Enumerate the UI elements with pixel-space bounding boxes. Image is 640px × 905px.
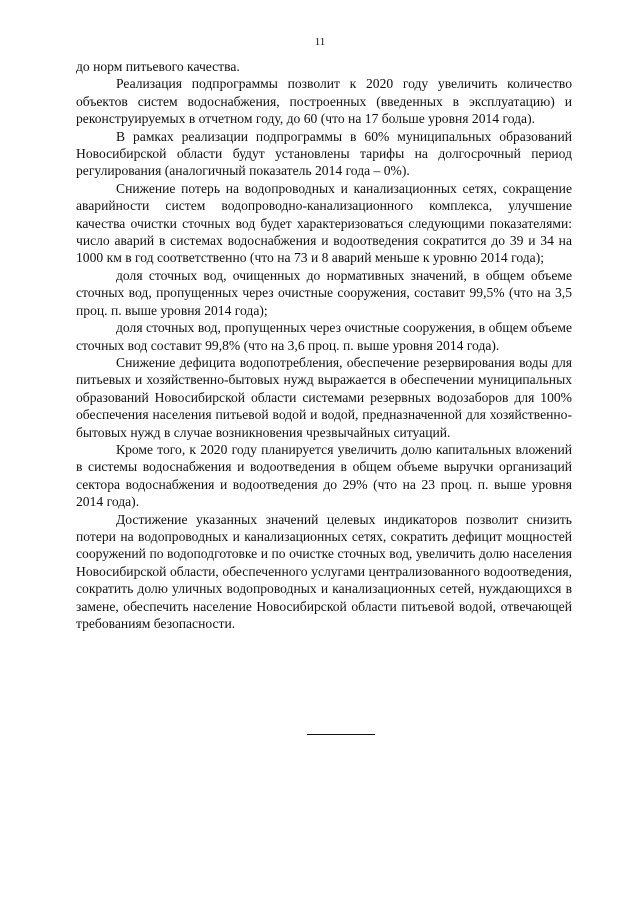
paragraph: Кроме того, к 2020 году планируется увеличить долю капитальных вложений в системы водоснабжения и водоотведения в общем объеме выручки организаций сектора водоснабжения и водоотведения до 29% (что на 23 проц. п. выше уровня 2014 года). [76,441,572,510]
paragraph: Снижение дефицита водопотребления, обеспечение резервирования воды для питьевых и хозяйственно-бытовых нужд выражается в обеспечении муниципальных образований Новосибирской области системами резервных водозаборов для 100% обеспечения населения питьевой водой и водой, предназначенной для хозяйственно-бытовых нужд в случае возникновения чрезвычайных ситуаций. [76,354,572,440]
paragraph: В рамках реализации подпрограммы в 60% муниципальных образований Новосибирской области будут установлены тарифы на долгосрочный период регулирования (аналогичный показатель 2014 года – 0%). [76,128,572,179]
document-body [76,58,572,632]
paragraph: Снижение потерь на водопроводных и канализационных сетях, сокращение аварийности систем водопроводно-канализационного комплекса, улучшение качества очистки сточных вод будет характеризоваться следующими показателями: число аварий в системах водоснабжения и водоотведения сократится до 39 и 34 на 1000 км в год соответственно (что на 73 и 8 аварий меньше к уровню 2014 года); [76,180,572,266]
end-divider-line [307,734,375,735]
paragraph: доля сточных вод, очищенных до нормативных значений, в общем объеме сточных вод, пропущенных через очистные сооружения, составит 99,5% (что на 3,5 проц. п. выше уровня 2014 года); [76,267,572,318]
paragraph: Реализация подпрограммы позволит к 2020 году увеличить количество объектов систем водоснабжения, построенных (введенных в эксплуатацию) и реконструируемых в отчетном году, до 60 (что на 17 больше уровня 2014 года). [76,76,572,127]
page-number: 11 [314,36,326,48]
paragraph-continuation: до норм питьевого качества. [76,59,240,74]
paragraph: Достижение указанных значений целевых индикаторов позволит снизить потери на водопроводных и канализационных сетях, сократить дефицит мощностей сооружений по водоподготовке и по очистке сточных вод, увеличить долю населения Новосибирской области, обеспеченного услугами централизованного водоотведения, сократить долю уличных водопроводных и канализационных сетей, нуждающихся в замене, обеспечить население Новосибирской области питьевой водой, отвечающей требованиям безопасности. [76,511,572,631]
paragraph: доля сточных вод, пропущенных через очистные сооружения, в общем объеме сточных вод составит 99,8% (что на 3,6 проц. п. выше уровня 2014 года). [76,320,572,353]
